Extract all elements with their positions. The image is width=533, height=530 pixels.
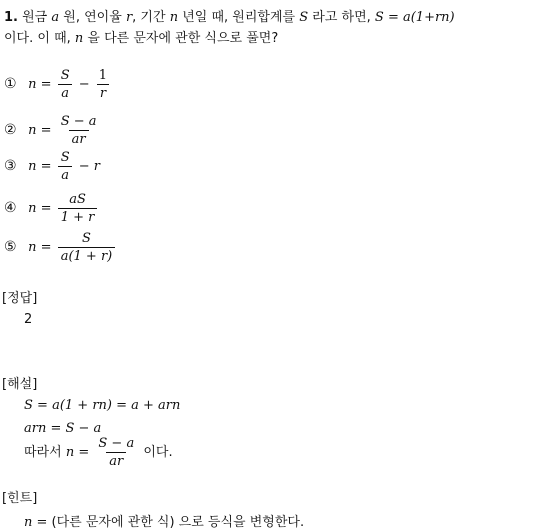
fraction <box>58 231 116 264</box>
choice-marker: ③ <box>4 158 17 174</box>
solution-line-3 <box>24 436 173 469</box>
numerator: aS <box>69 192 86 207</box>
question-text: 을 다른 문자에 관한 식으로 풀면? <box>87 31 279 46</box>
question-text: 년일 때, 원리합계를 <box>182 10 296 25</box>
variable-r: r <box>125 10 133 25</box>
denominator: ar <box>106 452 126 469</box>
solution-label: [해설] <box>2 377 38 392</box>
question-text: , 기간 <box>132 10 166 25</box>
choice-marker: ② <box>4 122 17 138</box>
choice-lhs: n = <box>28 123 52 138</box>
solution-text: 이다. <box>143 445 173 460</box>
variable-S: S <box>299 10 309 25</box>
hint-text <box>24 511 304 530</box>
question-number: 1. <box>4 10 18 25</box>
operator: − <box>78 77 90 92</box>
solution-line-1: S = a(1 + rn) = a + arn <box>24 398 181 413</box>
solution-text: 따라서 <box>24 445 62 460</box>
variable-a: a <box>51 10 60 25</box>
choice-lhs: n = <box>28 77 52 92</box>
numerator: 1 <box>98 68 108 83</box>
fraction <box>58 192 98 225</box>
variable-n: n <box>169 10 179 25</box>
numerator: S <box>60 68 70 83</box>
fraction <box>95 436 137 469</box>
denominator: 1 + r <box>58 208 98 225</box>
choice-marker: ① <box>4 76 17 92</box>
choice-4[interactable] <box>4 192 99 225</box>
choice-lhs: n = <box>28 159 52 174</box>
question-text: 원, 연이율 <box>63 10 122 25</box>
hint-label: [힌트] <box>2 491 38 506</box>
choice-5[interactable] <box>4 231 117 264</box>
choice-3[interactable] <box>4 150 100 183</box>
denominator: a <box>58 84 72 101</box>
answer-label: [정답] <box>2 291 38 306</box>
answer-value: 2 <box>24 312 33 327</box>
choice-marker: ④ <box>4 200 17 216</box>
numerator: S <box>60 150 70 165</box>
hint-body: (다른 문자에 관한 식) 으로 등식을 변형한다. <box>51 515 305 530</box>
question-line-2 <box>4 27 278 46</box>
hint-lhs: n = <box>24 515 48 530</box>
fraction <box>58 150 73 183</box>
numerator: S − a <box>98 436 135 451</box>
choice-lhs: n = <box>28 240 52 255</box>
fraction <box>58 68 73 101</box>
denominator: ar <box>69 130 89 147</box>
formula: S = a(1+rn) <box>374 10 455 25</box>
question-text: 원금 <box>22 10 48 25</box>
denominator: r <box>97 84 109 101</box>
operator: − r <box>78 159 100 174</box>
fraction <box>58 114 100 147</box>
question-text: 이다. 이 때, <box>4 31 71 46</box>
denominator: a <box>58 166 72 183</box>
solution-line-2: arn = S − a <box>24 421 102 436</box>
question-line-1 <box>4 6 455 25</box>
choice-marker: ⑤ <box>4 239 17 255</box>
question-text: 라고 하면, <box>312 10 371 25</box>
fraction <box>96 68 110 101</box>
denominator: a(1 + r) <box>58 247 116 264</box>
choice-1[interactable] <box>4 68 112 101</box>
choice-2[interactable] <box>4 114 102 147</box>
numerator: S − a <box>60 114 97 129</box>
numerator: S <box>82 231 91 246</box>
solution-lhs: n = <box>65 445 90 460</box>
choice-lhs: n = <box>28 201 52 216</box>
variable-n: n <box>74 31 84 46</box>
